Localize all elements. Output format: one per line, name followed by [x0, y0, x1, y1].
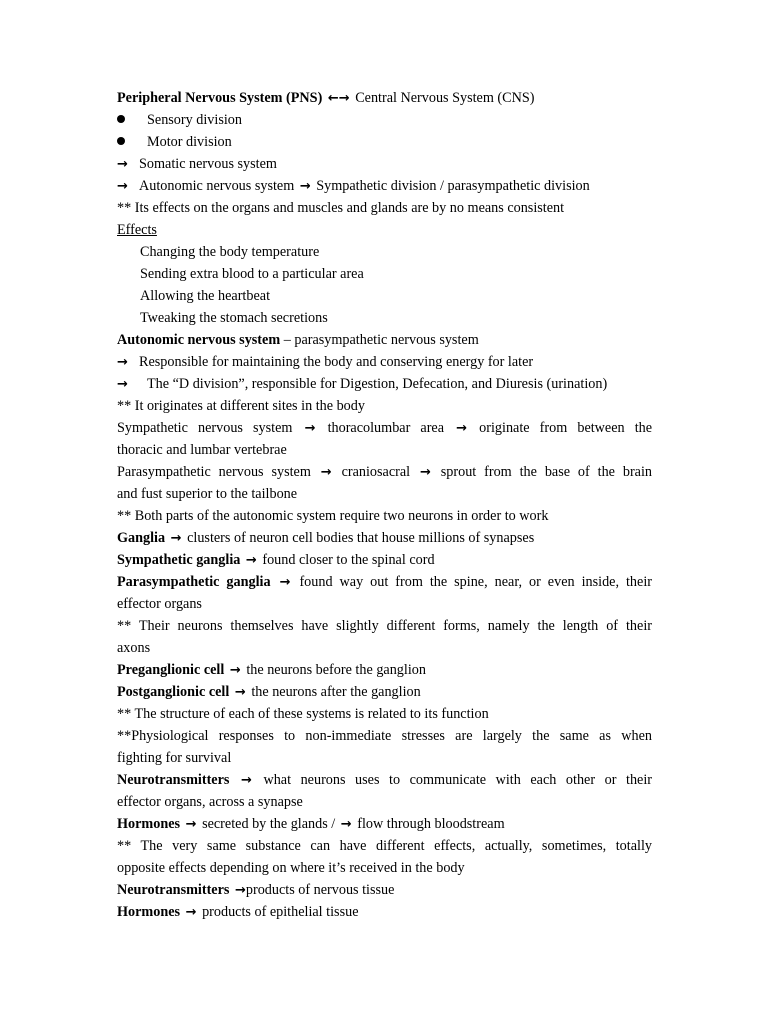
text-line: axons: [117, 640, 151, 656]
arrow-icon: →: [340, 817, 352, 832]
effects-heading: Effects: [117, 222, 157, 238]
arrow-icon: →: [117, 355, 128, 370]
arrow-line: → Responsible for maintaining the body and conserving energy for later: [117, 351, 652, 373]
sympathetic-ganglia-line: Sympathetic ganglia → found closer to the spinal cord: [117, 552, 435, 568]
effect-item: Sending extra blood to a particular area: [140, 266, 364, 282]
sympathetic-line: Sympathetic nervous system → thoracolumbar area → originate from between the: [117, 420, 653, 436]
effect-item: Tweaking the stomach secretions: [140, 310, 328, 326]
note-line: ** The very same substance can have different effects, actually, sometimes, totally: [117, 838, 652, 854]
parasympathetic-line: Parasympathetic nervous system → craniosacral → sprout from the base of the brain: [117, 464, 653, 480]
document-body: [117, 87, 652, 923]
neurotransmitters-line: Neurotransmitters → what neurons uses to communicate with each other or their: [117, 772, 653, 788]
ganglia-line: Ganglia → clusters of neuron cell bodies that house millions of synapses: [117, 530, 535, 546]
autonomic-heading-line: Autonomic nervous system – parasympathetic nervous system: [117, 332, 479, 348]
text-line: and fust superior to the tailbone: [117, 486, 298, 502]
note-line: **Physiological responses to non-immediate stresses are largely the same as when: [117, 728, 652, 744]
effect-item: Changing the body temperature: [140, 244, 320, 260]
bullet-motor: Motor division: [117, 131, 652, 153]
arrow-line-somatic: → Somatic nervous system: [117, 153, 652, 175]
bullet-dot-icon: [117, 115, 125, 123]
arrow-icon: →: [185, 905, 197, 920]
neurotransmitters-products-line: Neurotransmitters →products of nervous tissue: [117, 882, 395, 898]
note-line: ** Their neurons themselves have slightly different forms, namely the length of their: [117, 618, 652, 634]
arrow-icon: →: [419, 465, 431, 480]
bullet-sensory: Sensory division: [117, 109, 652, 131]
bullet-dot-icon: [117, 137, 125, 145]
arrow-icon: →: [320, 465, 332, 480]
text-line: effector organs: [117, 596, 202, 612]
double-arrow-icon: ←→: [327, 91, 350, 106]
effect-item: Allowing the heartbeat: [140, 288, 271, 304]
arrow-icon: →: [117, 377, 128, 392]
arrow-icon: →: [185, 817, 197, 832]
hormones-line: Hormones → secreted by the glands / → flow through bloodstream: [117, 816, 505, 832]
arrow-icon: →: [229, 663, 241, 678]
note-line: ** Its effects on the organs and muscles and glands are by no means consistent: [117, 200, 565, 216]
preganglionic-line: Preganglionic cell → the neurons before the ganglion: [117, 662, 426, 678]
parasympathetic-ganglia-line: Parasympathetic ganglia → found way out from the spine, near, or even inside, their: [117, 574, 652, 590]
arrow-icon: →: [117, 179, 128, 194]
text-line: effector organs, across a synapse: [117, 794, 303, 810]
arrow-icon: →: [279, 575, 291, 590]
arrow-line: → The “D division”, responsible for Digestion, Defecation, and Diuresis (urination): [117, 373, 652, 395]
hormones-products-line: Hormones → products of epithelial tissue: [117, 904, 359, 920]
note-line: ** Both parts of the autonomic system require two neurons in order to work: [117, 508, 549, 524]
arrow-line-autonomic: → Autonomic nervous system → Sympathetic division / parasympathetic division: [117, 175, 652, 197]
line-1: [117, 87, 652, 109]
note-line: ** The structure of each of these systems is related to its function: [117, 706, 489, 722]
text-line: thoracic and lumbar vertebrae: [117, 442, 287, 458]
arrow-icon: →: [299, 179, 311, 194]
arrow-icon: →: [245, 553, 257, 568]
cns-text: Central Nervous System (CNS): [355, 90, 535, 106]
note-line: ** It originates at different sites in the body: [117, 398, 365, 414]
text-line: fighting for survival: [117, 750, 232, 766]
arrow-icon: →: [240, 773, 252, 788]
arrow-icon: →: [117, 157, 128, 172]
arrow-icon: →: [304, 421, 316, 436]
pns-heading: Peripheral Nervous System (PNS): [117, 90, 323, 106]
postganglionic-line: Postganglionic cell → the neurons after the ganglion: [117, 684, 421, 700]
arrow-icon: →: [170, 531, 182, 546]
arrow-icon: →: [234, 685, 246, 700]
arrow-icon: →: [234, 883, 246, 898]
text-line: opposite effects depending on where it’s received in the body: [117, 860, 465, 876]
arrow-icon: →: [456, 421, 468, 436]
